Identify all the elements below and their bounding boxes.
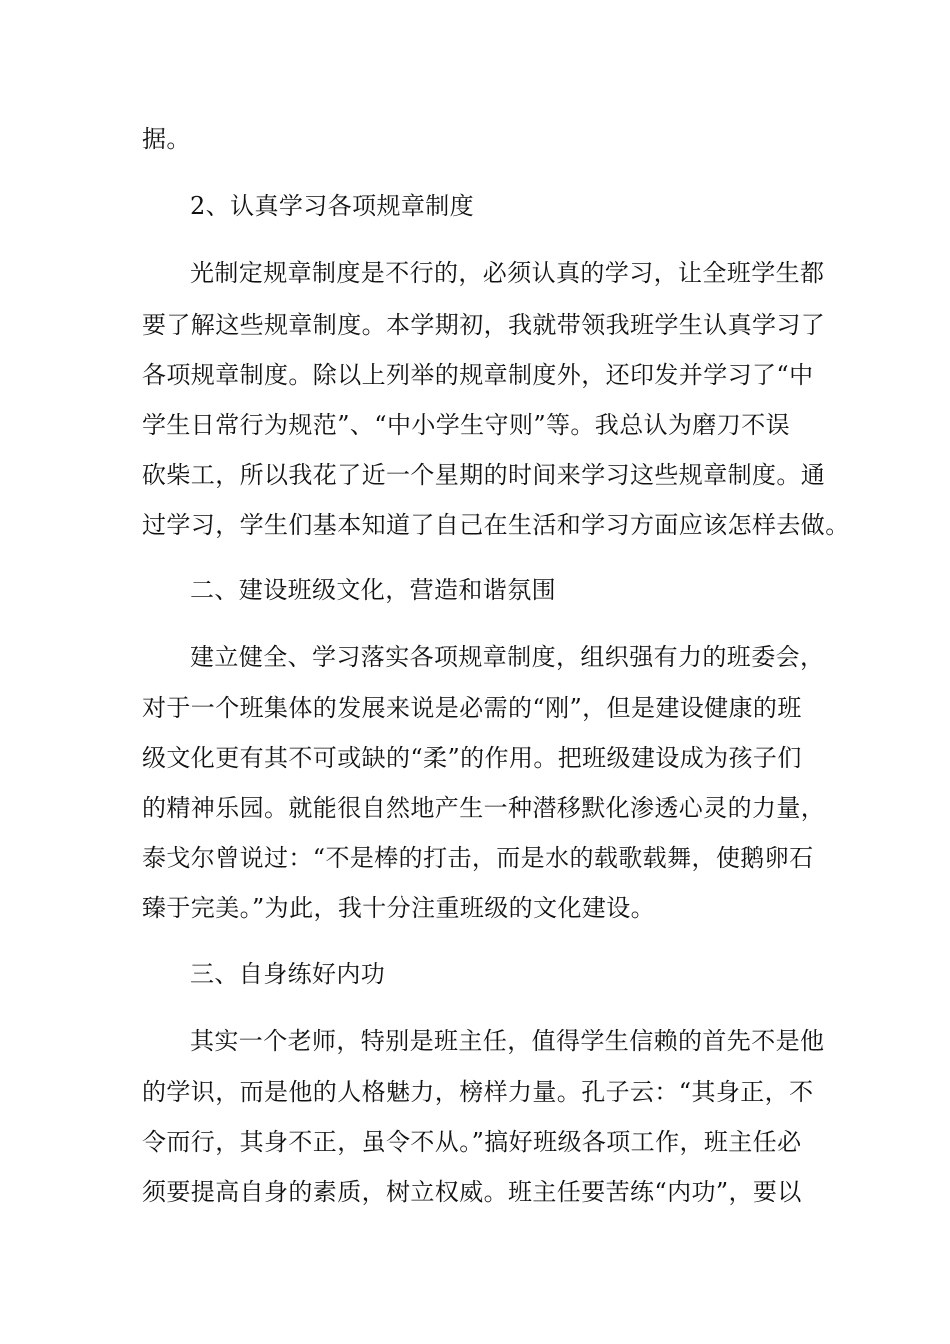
paragraph-line: 令而行，其身不正，虽令不从。”搞好班级各项工作，班主任必 xyxy=(142,1128,802,1156)
paragraph-line: 的学识，而是他的人格魅力，榜样力量。孔子云：“其身正，不 xyxy=(142,1078,814,1106)
section-heading: 2、认真学习各项规章制度 xyxy=(190,192,475,220)
paragraph-line: 学生日常行为规范”、“中小学生守则”等。我总认为磨刀不误 xyxy=(142,411,791,439)
paragraph-line: 其实一个老师，特别是班主任，值得学生信赖的首先不是他 xyxy=(190,1027,825,1055)
paragraph-line: 据。 xyxy=(142,125,191,153)
paragraph-line: 各项规章制度。除以上列举的规章制度外，还印发并学习了“中 xyxy=(142,361,814,389)
section-heading: 二、建设班级文化，营造和谐氛围 xyxy=(190,576,556,604)
paragraph-line: 砍柴工，所以我花了近一个星期的时间来学习这些规章制度。通 xyxy=(142,461,826,489)
paragraph-line: 的精神乐园。就能很自然地产生一种潜移默化渗透心灵的力量， xyxy=(142,794,826,822)
paragraph-line: 建立健全、学习落实各项规章制度，组织强有力的班委会， xyxy=(190,643,825,671)
paragraph-line: 臻于完美。”为此，我十分注重班级的文化建设。 xyxy=(142,894,656,922)
paragraph-line: 光制定规章制度是不行的，必须认真的学习，让全班学生都 xyxy=(190,259,825,287)
paragraph-line: 泰戈尔曾说过：“不是棒的打击，而是水的载歌载舞，使鹅卵石 xyxy=(142,844,814,872)
section-heading: 三、自身练好内功 xyxy=(190,960,386,988)
paragraph-line: 过学习，学生们基本知道了自己在生活和学习方面应该怎样去做。 xyxy=(142,511,850,539)
paragraph-line: 级文化更有其不可或缺的“柔”的作用。把班级建设成为孩子们 xyxy=(142,744,802,772)
paragraph-line: 须要提高自身的素质，树立权威。班主任要苦练“内功”，要以 xyxy=(142,1178,802,1206)
paragraph-line: 要了解这些规章制度。本学期初，我就带领我班学生认真学习了 xyxy=(142,311,826,339)
paragraph-line: 对于一个班集体的发展来说是必需的“刚”，但是建设健康的班 xyxy=(142,694,802,722)
